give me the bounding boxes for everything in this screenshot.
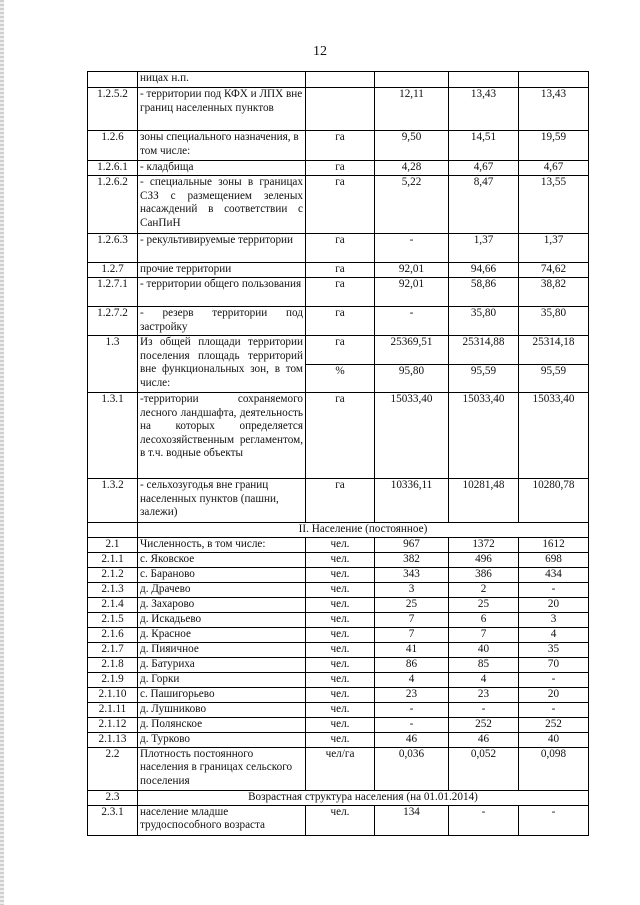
value-col-1: 41	[375, 642, 449, 657]
row-description: д. Захарово	[138, 597, 306, 612]
row-description: д. Турково	[138, 732, 306, 747]
table-row	[88, 642, 589, 657]
row-number: 2.1.6	[88, 627, 138, 642]
table-row	[88, 627, 589, 642]
value-col-3: 15033,40	[519, 393, 589, 479]
value-col-3: 1612	[519, 537, 589, 552]
row-number: 2.1.7	[88, 642, 138, 657]
row-unit: чел.	[306, 732, 375, 747]
table-row	[88, 567, 589, 582]
value-col-1: 7	[375, 627, 449, 642]
row-number: 1.2.6.1	[88, 161, 138, 176]
value-col-3: 0,098	[519, 747, 589, 790]
row-description: ницах н.п.	[138, 72, 306, 88]
row-description: - сельхозугодья вне границ населенных пунктов (пашни, залежи)	[138, 479, 306, 523]
row-description: Из общей площади территории поселения площадь территорий вне функциональных зон, в том числе:	[138, 336, 306, 393]
row-number: 2.1.8	[88, 657, 138, 672]
table-row	[88, 278, 589, 307]
value-col-3: 40	[519, 732, 589, 747]
page-number: 12	[313, 44, 327, 59]
value-col-3: 20	[519, 687, 589, 702]
section-title: Возрастная структура населения (на 01.01.2014)	[138, 790, 589, 805]
row-number: 2.1.3	[88, 582, 138, 597]
value-col-3: 35	[519, 642, 589, 657]
row-number: 2.2	[88, 747, 138, 790]
value-col-3: 13,43	[519, 88, 589, 131]
value-col-2: 94,66	[449, 263, 519, 278]
value-col-3: -	[519, 672, 589, 687]
row-description: д. Пияичное	[138, 642, 306, 657]
row-number: 1.2.7.2	[88, 307, 138, 336]
section-row	[88, 523, 589, 538]
row-unit: чел.	[306, 702, 375, 717]
value-col-3: -	[519, 805, 589, 835]
value-col-1: 12,11	[375, 88, 449, 131]
row-unit: га	[306, 161, 375, 176]
value-col-2: 13,43	[449, 88, 519, 131]
value-col-2: 14,51	[449, 131, 519, 161]
value-col-2: 10281,48	[449, 479, 519, 523]
value-col-1: 95,80	[375, 365, 449, 393]
row-description: с. Яковское	[138, 552, 306, 567]
table-row	[88, 131, 589, 161]
row-unit: чел.	[306, 597, 375, 612]
value-col-3: 13,55	[519, 176, 589, 234]
row-number: 2.1	[88, 537, 138, 552]
table-row	[88, 717, 589, 732]
value-col-1: 4,28	[375, 161, 449, 176]
value-col-2: 35,80	[449, 307, 519, 336]
value-col-3: 10280,78	[519, 479, 589, 523]
row-unit: чел.	[306, 657, 375, 672]
table-row	[88, 612, 589, 627]
table-row	[88, 597, 589, 612]
table-row	[88, 537, 589, 552]
row-number: 1.2.5.2	[88, 88, 138, 131]
value-col-3: 4,67	[519, 161, 589, 176]
value-col-3: 3	[519, 612, 589, 627]
value-col-2: 58,86	[449, 278, 519, 307]
row-description: - специальные зоны в границах СЗЗ с размещением зеленых насаждений в соответствии с СанПиН	[138, 176, 306, 234]
table-row	[88, 393, 589, 479]
row-number: 2.1.13	[88, 732, 138, 747]
row-description: -территории сохраняемого лесного ландшафта, деятельность на которых определяется лесохозяйственным регламентом, в т.ч. водные объекты	[138, 393, 306, 479]
value-col-1: -	[375, 702, 449, 717]
row-number: 2.1.4	[88, 597, 138, 612]
value-col-3: 4	[519, 627, 589, 642]
row-description: - территории общего пользования	[138, 278, 306, 307]
row-unit: чел.	[306, 537, 375, 552]
table-row	[88, 234, 589, 263]
value-col-3: 25314,18	[519, 336, 589, 365]
row-description: прочие территории	[138, 263, 306, 278]
value-col-2: -	[449, 702, 519, 717]
row-unit: чел.	[306, 552, 375, 567]
value-col-2: 25314,88	[449, 336, 519, 365]
value-col-3: 35,80	[519, 307, 589, 336]
value-col-2: 7	[449, 627, 519, 642]
table-row	[88, 657, 589, 672]
value-col-2: 15033,40	[449, 393, 519, 479]
row-number	[88, 72, 138, 88]
value-col-2: 1,37	[449, 234, 519, 263]
value-col-1: 92,01	[375, 263, 449, 278]
row-number: 1.3.1	[88, 393, 138, 479]
value-col-1: 382	[375, 552, 449, 567]
value-col-2: 2	[449, 582, 519, 597]
table-row	[88, 176, 589, 234]
row-number: 2.3.1	[88, 805, 138, 835]
value-col-1	[375, 72, 449, 88]
row-unit: га	[306, 263, 375, 278]
table-row	[88, 336, 589, 365]
row-unit: чел.	[306, 567, 375, 582]
row-unit: га	[306, 131, 375, 161]
value-col-1: 25369,51	[375, 336, 449, 365]
row-description: с. Бараново	[138, 567, 306, 582]
value-col-2: 4,67	[449, 161, 519, 176]
value-col-2: 252	[449, 717, 519, 732]
table-row	[88, 307, 589, 336]
value-col-1: 7	[375, 612, 449, 627]
section-title: II. Население (постоянное)	[138, 523, 589, 538]
value-col-2: 95,59	[449, 365, 519, 393]
value-col-2: 386	[449, 567, 519, 582]
value-col-1: 25	[375, 597, 449, 612]
value-col-2: 25	[449, 597, 519, 612]
value-col-3: 70	[519, 657, 589, 672]
value-col-2: 496	[449, 552, 519, 567]
value-col-3: 20	[519, 597, 589, 612]
row-description: д. Горки	[138, 672, 306, 687]
value-col-1: 15033,40	[375, 393, 449, 479]
row-number	[88, 523, 138, 538]
table-row	[88, 88, 589, 131]
value-col-3: 1,37	[519, 234, 589, 263]
row-number: 1.2.7	[88, 263, 138, 278]
row-unit: га	[306, 234, 375, 263]
value-col-2: 8,47	[449, 176, 519, 234]
value-col-3: 698	[519, 552, 589, 567]
row-description: Плотность постоянного населения в границах сельского поселения	[138, 747, 306, 790]
row-number: 1.3.2	[88, 479, 138, 523]
value-col-3: 38,82	[519, 278, 589, 307]
row-number: 1.2.6.3	[88, 234, 138, 263]
value-col-1: -	[375, 234, 449, 263]
row-description: д. Лушниково	[138, 702, 306, 717]
value-col-2: 46	[449, 732, 519, 747]
value-col-3: 434	[519, 567, 589, 582]
value-col-3: 74,62	[519, 263, 589, 278]
row-number: 1.3	[88, 336, 138, 393]
row-description: - рекультивируемые территории	[138, 234, 306, 263]
row-unit	[306, 88, 375, 131]
table-row	[88, 552, 589, 567]
value-col-2: 1372	[449, 537, 519, 552]
table-row	[88, 672, 589, 687]
value-col-3: -	[519, 702, 589, 717]
value-col-3: -	[519, 582, 589, 597]
row-unit: га	[306, 393, 375, 479]
table-row	[88, 479, 589, 523]
row-unit: чел.	[306, 582, 375, 597]
value-col-1: 967	[375, 537, 449, 552]
value-col-2: -	[449, 805, 519, 835]
value-col-3	[519, 72, 589, 88]
row-number: 1.2.7.1	[88, 278, 138, 307]
value-col-1: 86	[375, 657, 449, 672]
value-col-1: 134	[375, 805, 449, 835]
table-row	[88, 72, 589, 88]
table-row	[88, 747, 589, 790]
row-unit: чел.	[306, 805, 375, 835]
row-unit	[306, 72, 375, 88]
table-row	[88, 687, 589, 702]
value-col-1: 10336,11	[375, 479, 449, 523]
value-col-1: 23	[375, 687, 449, 702]
value-col-1: -	[375, 717, 449, 732]
table-row	[88, 732, 589, 747]
value-col-2: 40	[449, 642, 519, 657]
row-number: 1.2.6.2	[88, 176, 138, 234]
value-col-3: 19,59	[519, 131, 589, 161]
value-col-1: 9,50	[375, 131, 449, 161]
row-description: д. Батуриха	[138, 657, 306, 672]
row-unit: чел.	[306, 627, 375, 642]
row-description: - резерв территории под застройку	[138, 307, 306, 336]
row-unit: чел.	[306, 717, 375, 732]
value-col-1: 343	[375, 567, 449, 582]
row-unit: %	[306, 365, 375, 393]
value-col-1: 3	[375, 582, 449, 597]
row-number: 2.1.12	[88, 717, 138, 732]
value-col-1: 4	[375, 672, 449, 687]
row-number: 2.1.2	[88, 567, 138, 582]
row-unit: чел.	[306, 672, 375, 687]
section-row	[88, 790, 589, 805]
row-description: д. Полянское	[138, 717, 306, 732]
row-unit: га	[306, 307, 375, 336]
table-row	[88, 161, 589, 176]
row-unit: га	[306, 479, 375, 523]
row-number: 1.2.6	[88, 131, 138, 161]
row-description: д. Красное	[138, 627, 306, 642]
row-description: Численность, в том числе:	[138, 537, 306, 552]
value-col-1: 92,01	[375, 278, 449, 307]
table-row	[88, 582, 589, 597]
row-unit: чел.	[306, 687, 375, 702]
row-unit: чел.	[306, 642, 375, 657]
row-description: д. Драчево	[138, 582, 306, 597]
value-col-1: 46	[375, 732, 449, 747]
row-number: 2.1.1	[88, 552, 138, 567]
table-row	[88, 805, 589, 835]
value-col-3: 252	[519, 717, 589, 732]
row-number: 2.3	[88, 790, 138, 805]
scan-edge	[0, 0, 4, 905]
value-col-1: -	[375, 307, 449, 336]
row-number: 2.1.5	[88, 612, 138, 627]
row-description: население младше трудоспособного возраста	[138, 805, 306, 835]
value-col-2: 4	[449, 672, 519, 687]
row-number: 2.1.9	[88, 672, 138, 687]
value-col-2	[449, 72, 519, 88]
row-description: зоны специального назначения, в том числе:	[138, 131, 306, 161]
row-unit: га	[306, 278, 375, 307]
row-unit: чел/га	[306, 747, 375, 790]
row-unit: чел.	[306, 612, 375, 627]
row-number: 2.1.10	[88, 687, 138, 702]
indicators-table	[87, 71, 589, 836]
value-col-2: 23	[449, 687, 519, 702]
row-unit: га	[306, 176, 375, 234]
row-description: д. Искадьево	[138, 612, 306, 627]
table-row	[88, 263, 589, 278]
row-unit: га	[306, 336, 375, 365]
value-col-2: 85	[449, 657, 519, 672]
row-description: - кладбища	[138, 161, 306, 176]
value-col-2: 0,052	[449, 747, 519, 790]
value-col-2: 6	[449, 612, 519, 627]
value-col-3: 95,59	[519, 365, 589, 393]
table-row	[88, 702, 589, 717]
row-description: с. Пашигорьево	[138, 687, 306, 702]
row-description: - территории под КФХ и ЛПХ вне границ населенных пунктов	[138, 88, 306, 131]
row-number: 2.1.11	[88, 702, 138, 717]
value-col-1: 5,22	[375, 176, 449, 234]
value-col-1: 0,036	[375, 747, 449, 790]
